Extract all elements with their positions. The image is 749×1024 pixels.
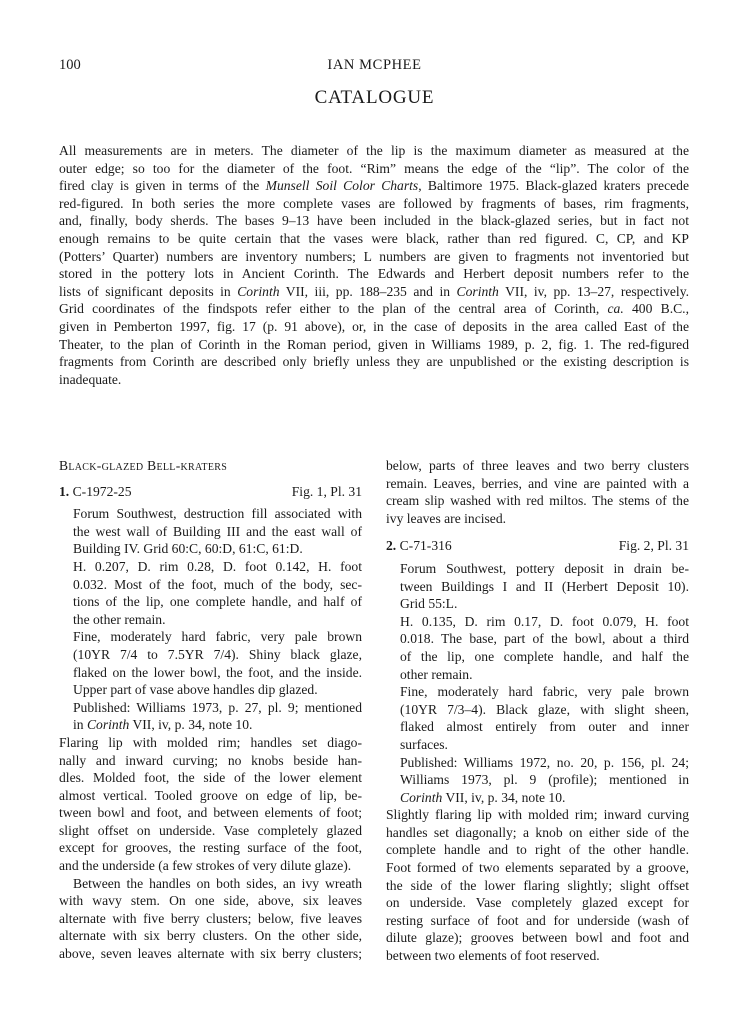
text-line: H. 0.207, D. rim 0.28, D. foot 0.142, H. foot (73, 558, 362, 574)
text-line: dilute glaze); grooves between bowl and foot and (386, 930, 689, 946)
text-line: Slightly flaring lip with molded rim; inward curving (386, 807, 689, 823)
entry-1-inventory: C-1972-25 (72, 483, 132, 499)
text-line: the other remain. (73, 611, 166, 627)
text-line: resting surface of foot and for underside (wash of (386, 912, 689, 928)
text-line: 0.018. The base, part of the bowl, about a third (400, 631, 689, 647)
entry-1-fabric (59, 628, 362, 698)
text-line: Fine, moderately hard fabric, very pale brown (400, 684, 689, 700)
right-column (386, 457, 689, 965)
text-line: tween Buildings I and II (Herbert Deposit 10). (400, 578, 689, 594)
text-line: of the lip, one complete handle, and half the (400, 648, 689, 664)
text-line: fired clay is given in terms of the Munsell Soil Color Charts, Baltimore 1975. Black-glazed kraters precede (59, 178, 689, 194)
text-line: given in Pemberton 1997, fig. 17 (p. 91 above), or, in the case of deposits in the area called East of the (59, 318, 689, 334)
text-line: alternate with six berry clusters. On the other side, (59, 928, 362, 944)
text-line: outer edge; so too for the diameter of the foot. “Rim” means the edge of the “lip”. The color of the (59, 160, 689, 176)
text-line: Forum Southwest, destruction fill associated with (73, 506, 362, 522)
text-line: Building IV. Grid 60:C, 60:D, 61:C, 61:D. (73, 541, 303, 557)
entry-1-description (59, 734, 362, 875)
text-line: above, seven leaves alternate with six berry clusters; (59, 946, 362, 962)
entry-2-number: 2. (386, 538, 397, 554)
text-line: the side of the lower flaring slightly; slight offset (386, 877, 689, 893)
text-line: inadequate. (59, 371, 122, 387)
text-line: Grid coordinates of the findspots refer either to the plan of the central area of Corinth, ca. 400 B.C., (59, 301, 689, 317)
entry-2-dimensions (386, 613, 689, 683)
entry-2-provenance (386, 560, 689, 613)
text-line: (10YR 7/3–4). Black glaze, with slight sheen, (400, 701, 689, 717)
text-line: Between the handles on both sides, an ivy wreath (73, 875, 362, 891)
text-line: on underside. Vase completely glazed except for (386, 895, 689, 911)
entry-1-number: 1. (59, 483, 70, 499)
section-heading: Black-glazed Bell-kraters (59, 458, 228, 473)
text-line: flaked almost entirely from outer and inner (400, 719, 689, 735)
intro-paragraph (59, 142, 689, 388)
page-title: CATALOGUE (314, 87, 435, 108)
text-line: handles set diagonally; a knob on either side of the (386, 824, 689, 840)
entry-1-dimensions (59, 558, 362, 628)
text-line: and the underside (a few strokes of very dilute glaze). (59, 858, 352, 874)
entry-2-fabric (386, 683, 689, 753)
text-line: complete handle and to right of the other handle. (386, 842, 689, 858)
text-line: alternate with five berry clusters; below, five leaves (59, 910, 362, 926)
text-line: except for grooves, the resting surface of the foot, (59, 840, 362, 856)
text-line: tions of the lip, one complete handle, and half of (73, 594, 362, 610)
text-line: other remain. (400, 666, 473, 682)
text-line: enough remains to be quite certain that the vases were black, rather than red figured. C, CP, and KP (59, 230, 689, 246)
text-line: Grid 55:L. (400, 596, 458, 612)
entry-2-published (386, 754, 689, 807)
text-line: (Potters’ Quarter) numbers are inventory numbers; L numbers are given to fragments not inventoried but (59, 248, 689, 264)
text-line: Foot formed of two elements separated by a groove, (386, 860, 689, 876)
text-line: dles. Molded foot, the side of the lower element (59, 770, 362, 786)
text-line: Published: Williams 1972, no. 20, p. 156, pl. 24; (400, 754, 689, 770)
text-line: stored in the pottery lots in Ancient Corinth. The Edwards and Herbert deposit numbers refer to the (59, 266, 689, 282)
text-line: Forum Southwest, pottery deposit in drain be- (400, 560, 689, 576)
text-line: Theater, to the plan of Corinth in the Roman period, given in Williams 1989, p. 2, fig. 1. The red-figured (59, 336, 689, 352)
text-line: H. 0.135, D. rim 0.17, D. foot 0.079, H. foot (400, 613, 689, 629)
text-line: Flaring lip with molded rim; handles set diago- (59, 734, 362, 750)
entry-2-inventory: C-71-316 (399, 538, 452, 554)
text-line: Published: Williams 1973, p. 27, pl. 9; mentioned (73, 699, 362, 715)
entry-2-description (386, 806, 689, 964)
text-line: below, parts of three leaves and two berry clusters (386, 458, 689, 473)
entry-1-published (59, 699, 362, 734)
text-line: Williams 1973, pl. 9 (profile); mentioned in (400, 772, 689, 788)
left-column (59, 457, 362, 963)
entry-2-header (386, 537, 689, 555)
text-line: flaked on the lower bowl, the foot, and the inside. (73, 664, 362, 680)
text-line: nally and inward curving; no knobs beside han- (59, 752, 362, 768)
entry-1-header (59, 483, 362, 501)
text-line: ivy leaves are incised. (386, 510, 507, 526)
entry-1-figref: Fig. 1, Pl. 31 (291, 483, 362, 499)
text-line: (10YR 7/4 to 7.5YR 7/4). Shiny black glaze, (73, 646, 362, 662)
text-line: Upper part of vase above handles dip glazed. (73, 682, 318, 698)
entry-1-decoration (59, 875, 362, 963)
text-line: 0.032. Most of the foot, much of the body, sec- (73, 576, 362, 592)
text-line: cream slip washed with red miltos. The stems of the (386, 493, 689, 509)
text-line: tween bowl and foot, and between elements of foot; (59, 805, 362, 821)
text-line: slight offset on underside. Vase completely glazed (59, 822, 362, 838)
text-line: almost vertical. Tooled groove on edge of lip, be- (59, 787, 362, 803)
running-head-author: IAN MCPHEE (327, 57, 422, 73)
page-number: 100 (59, 57, 81, 73)
text-line: and, finally, body sherds. The bases 9–13 have been included in the black-glazed series, but in fact not (59, 213, 689, 229)
text-line: Fine, moderately hard fabric, very pale brown (73, 629, 362, 645)
text-line: lists of significant deposits in Corinth VII, iii, pp. 188–235 and in Corinth VII, iv, pp. 13–27, respectively. (59, 283, 690, 299)
text-line: fragments from Corinth are described only briefly unless they are unpublished or the existing description is (59, 354, 689, 370)
entry-1-provenance (59, 505, 362, 558)
text-line: remain. Leaves, berries, and vine are painted with a (386, 475, 689, 491)
text-line: with wavy stem. On one side, above, six leaves (59, 893, 362, 909)
text-line: All measurements are in meters. The diameter of the lip is the maximum diameter as measured at the (59, 143, 689, 158)
entry-1-decoration-continued (386, 457, 689, 527)
text-line: between two elements of foot reserved. (386, 948, 600, 964)
text-line: in Corinth VII, iv, p. 34, note 10. (73, 717, 253, 733)
text-line: the west wall of Building III and the east wall of (73, 523, 362, 539)
text-line: Corinth VII, iv, p. 34, note 10. (400, 789, 566, 805)
text-line: red-figured. In both series the more complete vases are followed by fragments of bases, rim fragments, (59, 195, 689, 211)
text-line: surfaces. (400, 736, 448, 752)
entry-2-figref: Fig. 2, Pl. 31 (618, 538, 689, 554)
